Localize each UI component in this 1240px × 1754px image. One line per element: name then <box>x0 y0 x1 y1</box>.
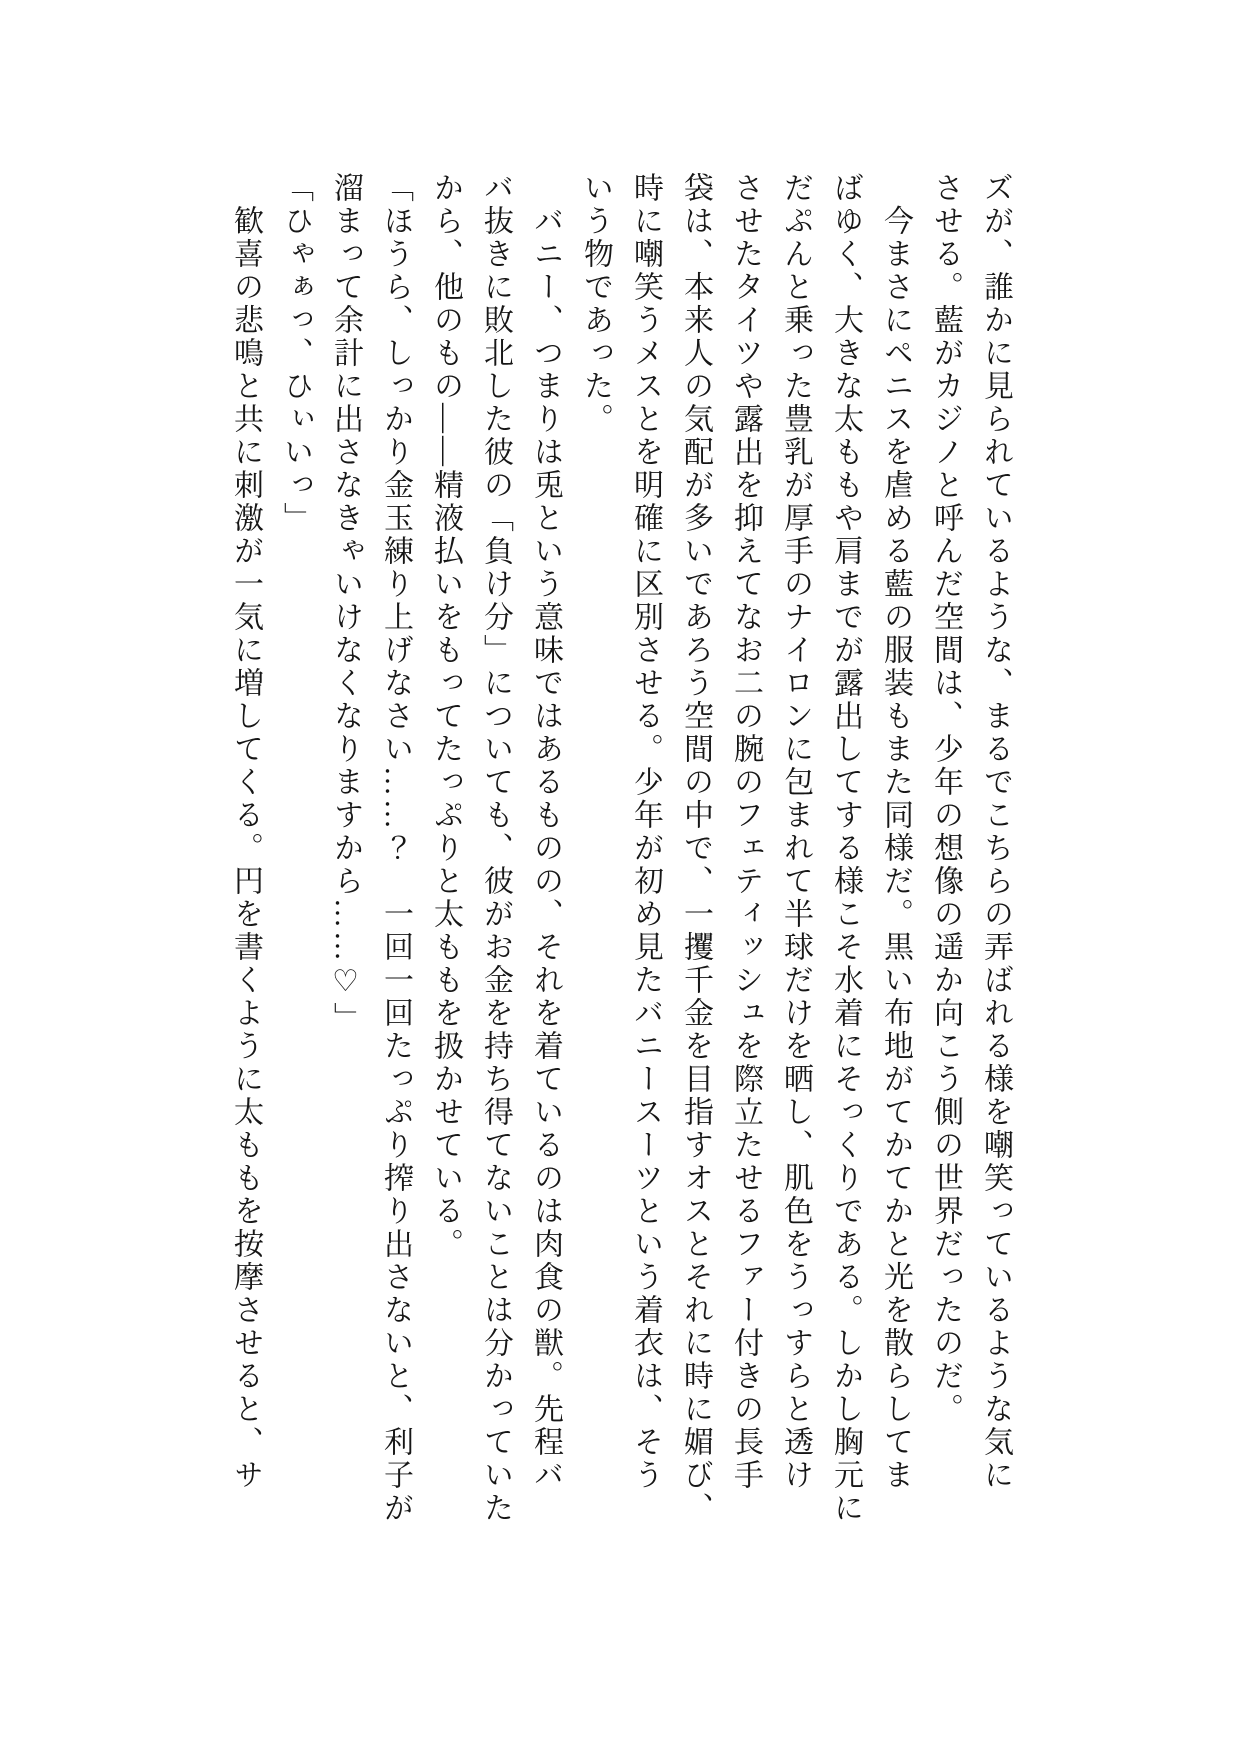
text-line-13: 「ほうら、しっかり金玉練り上げなさい……？ 一回一回たっぷり搾り出さないと、利子が <box>379 172 412 1525</box>
text-line-12: から、他のもの――精液払いをもってたっぷりと太ももを扱かせている。 <box>429 172 462 1261</box>
text-line-15: 「ひゃぁっ、ひぃいっ」 <box>279 172 312 535</box>
text-line-11: バ抜きに敗北した彼の「負け分」についても、彼がお金を持ち得てないことは分かっていた <box>479 172 512 1525</box>
text-line-1: ズが、誰かに見られているような、まるでこちらの弄ばれる様を嘲笑っているような気に <box>979 172 1012 1492</box>
vertical-text-block <box>220 172 1020 1525</box>
text-line-10: バニー、つまりは兎という意味ではあるものの、それを着ているのは肉食の獣。先程バ <box>529 172 562 1492</box>
text-line-2: させる。藍がカジノと呼んだ空間は、少年の想像の遥か向こう側の世界だったのだ。 <box>929 172 962 1426</box>
text-line-9: いう物であった。 <box>579 172 612 436</box>
text-line-4: ばゆく、大きな太ももや肩までが露出してする様こそ水着にそっくりである。しかし胸元に <box>829 172 862 1525</box>
text-line-14: 溜まって余計に出さなきゃいけなくなりますから……♡」 <box>329 172 362 1035</box>
text-line-6: させたタイツや露出を抑えてなお二の腕のフェティッシュを際立たせるファー付きの長手 <box>729 172 762 1492</box>
text-line-7: 袋は、本来人の気配が多いであろう空間の中で、一攫千金を目指すオスとそれに時に媚び、 <box>679 172 712 1525</box>
text-line-5: だぷんと乗った豊乳が厚手のナイロンに包まれて半球だけを晒し、肌色をうっすらと透け <box>779 172 812 1492</box>
text-line-3: 今まさにペニスを虐める藍の服装もまた同様だ。黒い布地がてかてかと光を散らしてま <box>879 172 912 1492</box>
text-line-8: 時に嘲笑うメスとを明確に区別させる。少年が初め見たバニースーツという着衣は、そう <box>629 172 662 1492</box>
text-line-16: 歓喜の悲鳴と共に刺激が一気に増してくる。円を書くように太ももを按摩させると、サ <box>229 172 262 1492</box>
